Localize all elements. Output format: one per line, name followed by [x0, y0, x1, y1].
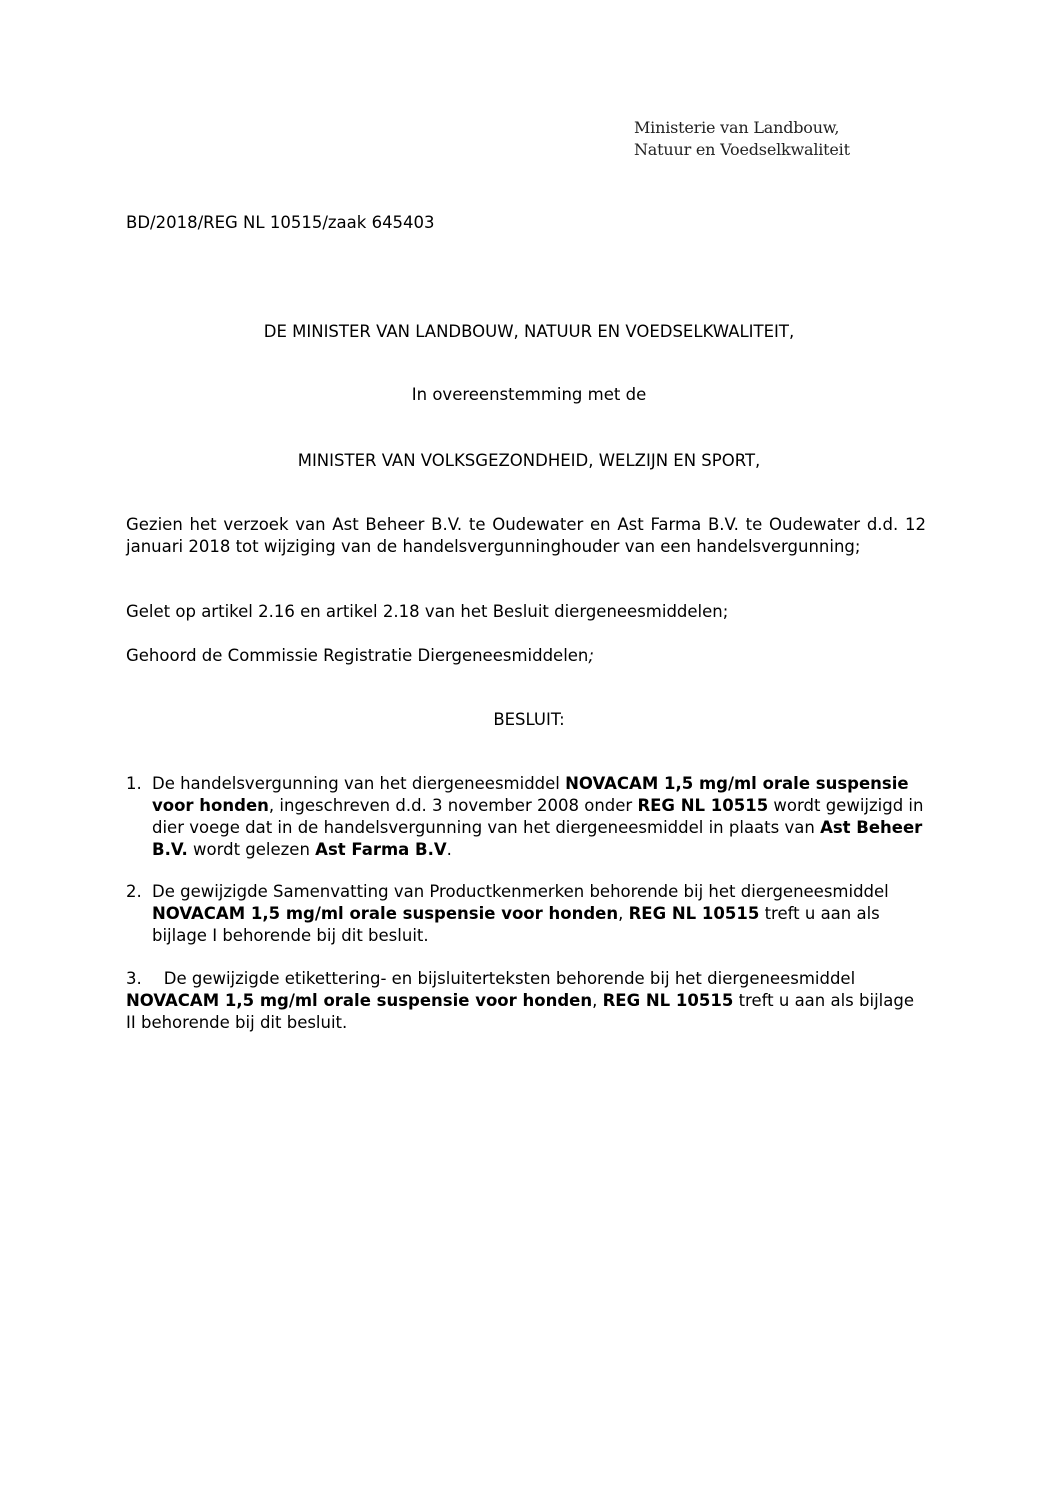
consideration-gelet: Gelet op artikel 2.16 en artikel 2.18 van het Besluit diergeneesmiddelen; [126, 602, 729, 621]
text-run: wordt gewijzigd in dier voege dat in de handelsvergunning van het diergeneesmiddel in plaats van [152, 796, 924, 837]
letterhead-line-1: Ministerie van Landbouw, [634, 118, 840, 137]
heading-minister-lnv: DE MINISTER VAN LANDBOUW, NATUUR EN VOEDSELKWALITEIT, [263, 322, 795, 341]
besluit-heading: BESLUIT: [493, 710, 565, 729]
text-run: De handelsvergunning van het diergeneesmiddel [152, 774, 566, 793]
decision-text [152, 773, 926, 861]
decision-item-2 [126, 881, 926, 947]
decision-text [126, 968, 926, 1034]
old-holder: Ast Beheer B.V. [152, 818, 923, 859]
decision-text [152, 881, 926, 947]
consideration-gezien: Gezien het verzoek van Ast Beheer B.V. te Oudewater en Ast Farma B.V. te Oudewater d.d. 12 januari 2018 tot wijziging van de handelsvergunninghouder van een handelsvergunning; [126, 515, 926, 556]
heading-minister-vws: MINISTER VAN VOLKSGEZONDHEID, WELZIJN EN SPORT, [297, 451, 761, 470]
decision-number: 1. [126, 774, 142, 793]
in-agreement-line: In overeenstemming met de [411, 385, 647, 404]
registration-number: REG NL 10515 [637, 796, 769, 815]
product-name: NOVACAM 1,5 mg/ml orale suspensie voor honden [152, 774, 909, 815]
text-run: . [446, 840, 452, 859]
registration-number: REG NL 10515 [602, 991, 734, 1010]
text-run: , [618, 904, 629, 923]
text-run: De gewijzigde Samenvatting van Productkenmerken behorende bij het diergeneesmiddel [152, 882, 889, 901]
product-name: NOVACAM 1,5 mg/ml orale suspensie voor honden [152, 904, 619, 923]
decision-item-1 [126, 773, 926, 861]
product-name: NOVACAM 1,5 mg/ml orale suspensie voor honden [126, 991, 593, 1010]
consideration-gehoord [126, 645, 594, 667]
letterhead-line-2: Natuur en Voedselkwaliteit [634, 140, 850, 159]
ministry-letterhead [634, 117, 850, 161]
decision-item-3 [126, 968, 926, 1034]
text-run: , ingeschreven d.d. 3 november 2008 onder [268, 796, 638, 815]
decision-number: 2. [126, 882, 142, 901]
text-run: , [592, 991, 603, 1010]
gehoord-end: ; [588, 646, 594, 665]
registration-number: REG NL 10515 [628, 904, 760, 923]
decision-number: 3. [126, 969, 142, 988]
text-run: wordt gelezen [187, 840, 316, 859]
text-run: treft u aan als bijlage I behorende bij dit besluit. [152, 904, 880, 945]
reference-number: BD/2018/REG NL 10515/zaak 645403 [126, 213, 435, 232]
text-run: De gewijzigde etikettering- en bijsluiterteksten behorende bij het diergeneesmiddel [163, 969, 856, 988]
text-run: treft u aan als bijlage II behorende bij dit besluit. [126, 991, 914, 1032]
gehoord-text: Gehoord de Commissie Registratie Diergeneesmiddelen [126, 646, 589, 665]
new-holder: Ast Farma B.V [315, 840, 447, 859]
